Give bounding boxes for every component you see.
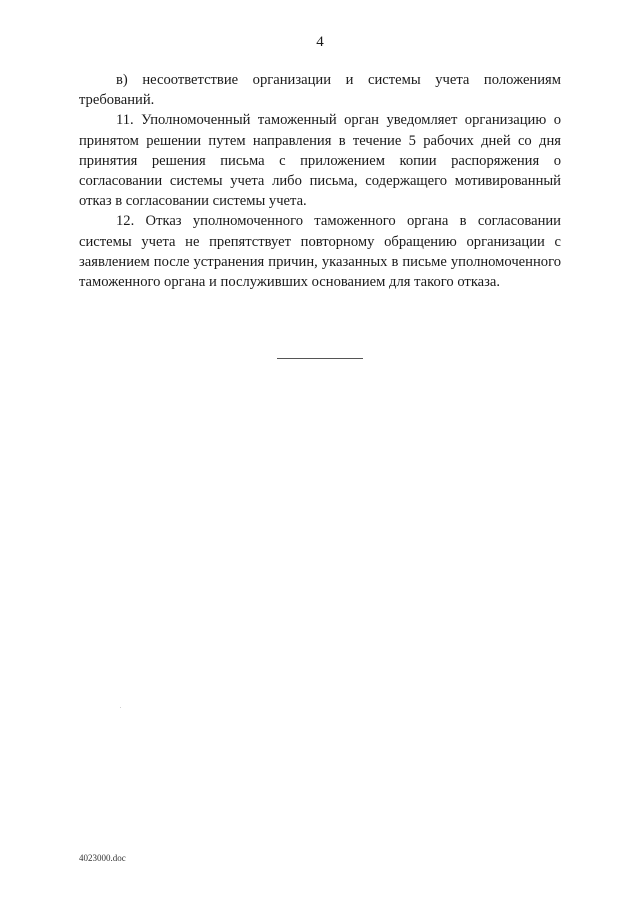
- paragraph-item-v: в) несоответствие организации и системы учета положениям требований.: [79, 72, 561, 109]
- footer-filename: 4023000.doc: [79, 853, 126, 863]
- paragraph-12: 12. Отказ уполномоченного таможенного органа в согласовании системы учета не препятствует повторному обращению организации с заявлением после устранения причин, указанных в письме уполномоченного таможенного органа и послуживших основанием для такого отказа.: [79, 213, 561, 291]
- paragraph-11: 11. Уполномоченный таможенный орган уведомляет организацию о принятом решении путем направления в течение 5 рабочих дней со дня принятия решения письма с приложением копии распоряжения о согласовании системы учета либо письма, содержащего мотивированный отказ в согласовании системы учета.: [79, 112, 561, 210]
- end-of-text-divider: [277, 358, 363, 359]
- page-number: 4: [316, 34, 324, 50]
- scan-speck: [120, 707, 121, 708]
- document-body: [79, 70, 561, 292]
